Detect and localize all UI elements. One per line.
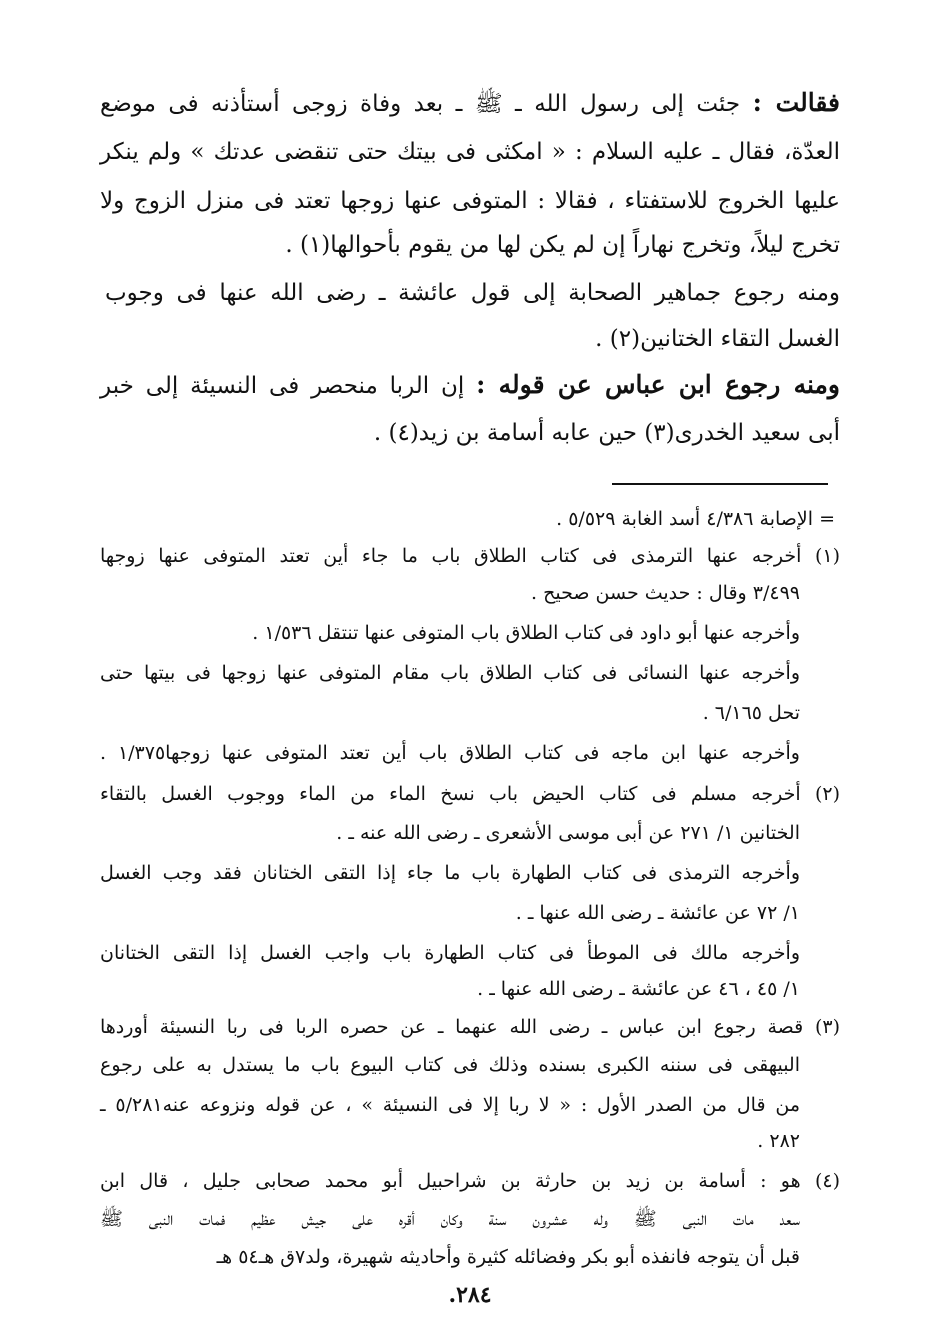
page-number: ٢٨٤. (448, 1282, 492, 1308)
footnote-line-19: سعد مات النبى ﷺ وله عشرون سنة وكان أقره على جيش عظيم فمات النبى ﷺ (100, 1208, 800, 1230)
footnote-line-18: (٤) هو : أسامة بن زيد بن حارثة بن شراحبيل أبو محمد صحابى جليل ، قال ابن (100, 1170, 840, 1192)
main-line-1-text: جئت إلى رسول الله ـ ﷺ ـ بعد وفاة زوجى أستأذنه فى موضع (100, 91, 741, 117)
footnote-line-5: وأخرجه عنها النسائى فى كتاب الطلاق باب مقام المتوفى عنها زوجها فى بيتها حتى (100, 662, 800, 684)
main-line-3: عليها الخروج للاستفتاء ، فقالا : المتوفى عنها زوجها تعتد فى منزل الزوج ولا (100, 188, 840, 214)
footnote-line-12: وأخرجه مالك فى الموطأ فى كتاب الطهارة باب واجب الغسل إذا التقى الختانان (100, 942, 800, 964)
footnote-line-13: ١/ ٤٥ ، ٤٦ عن عائشة ـ رضى الله عنها ـ . (477, 978, 800, 1000)
footnote-line-9: الختانين ١/ ٢٧١ عن أبى موسى الأشعرى ـ رضى الله عنه ـ . (336, 822, 800, 844)
footnote-line-16: من قال من الصدر الأول : « لا ربا إلا فى النسيئة » ، عن قوله ونزوعه عنه٥/٢٨١ ـ (100, 1094, 801, 1116)
main-line-4: تخرج ليلاً، وتخرج نهاراً إن لم يكن لها من يقوم بأحوالها(١) . (285, 232, 840, 258)
main-line-2: العدّة، فقال ـ عليه السلام : « امكثى فى بيتك حتى تنقضى عدتك » ولم ينكر (100, 139, 840, 165)
bold-phrase-faqalat: فقالت : (752, 88, 840, 117)
footnote-line-17: ٢٨٢ . (757, 1130, 800, 1152)
footnote-line-2: (١) أخرجه عنها الترمذى فى كتاب الطلاق باب ما جاء أين تعتد المتوفى عنها زوجها (100, 545, 840, 567)
footnote-line-1: = الإصابة ٤/٣٨٦ أسد الغابة ٥/٥٢٩ . (556, 508, 835, 530)
footnote-line-6: تحل ٦/١٦٥ . (702, 702, 800, 724)
footnote-separator (612, 483, 828, 485)
footnote-line-10: وأخرجه الترمذى فى كتاب الطهارة باب ما جاء إذا التقى الختانان فقد وجب الغسل (100, 862, 800, 884)
footnote-line-4: وأخرجه عنها أبو داود فى كتاب الطلاق باب المتوفى عنها تنتقل ١/٥٣٦ . (252, 622, 800, 644)
main-line-8: أبى سعيد الخدرى(٣) حين عابه أسامة بن زيد(٤) . (373, 420, 840, 446)
footnote-line-11: ١/ ٧٢ عن عائشة ـ رضى الله عنها ـ . (515, 902, 800, 924)
footnote-line-14: (٣) قصة رجوع ابن عباس ـ رضى الله عنهما ـ عن حصره الربا فى ربا النسيئة أوردها (100, 1016, 840, 1038)
main-line-7-text: إن الربا منحصر فى النسيئة إلى خبر (100, 373, 465, 399)
main-line-7 (100, 370, 840, 401)
footnote-line-8: (٢) أخرجه مسلم فى كتاب الحيض باب نسخ الماء من الماء ووجوب الغسل بالتقاء (100, 783, 840, 805)
footnote-line-20: قبل أن يتوجه فانفذه أبو بكر وفضائله كثيرة وأحاديثه شهيرة، ولد٧ق هـ٥٤ هـ (216, 1246, 800, 1268)
main-line-6: الغسل التقاء الختانين(٢) . (595, 326, 840, 352)
main-line-1 (100, 88, 840, 119)
footnote-line-3: ٣/٤٩٩ وقال : حديث حسن صحيح . (531, 582, 800, 604)
main-line-5: ومنه رجوع جماهير الصحابة إلى قول عائشة ـ رضى الله عنها فى وجوب (105, 280, 840, 306)
bold-phrase-ibn-abbas: ومنه رجوع ابن عباس عن قوله : (476, 370, 840, 399)
footnote-line-15: البيهقى فى سننه الكبرى بسنده وذلك فى كتاب البيوع باب ما يستدل به على رجوع (100, 1054, 800, 1076)
footnote-line-7: وأخرجه عنها ابن ماجه فى كتاب الطلاق باب أين تعتد المتوفى عنها زوجها١/٣٧٥ . (100, 742, 800, 764)
